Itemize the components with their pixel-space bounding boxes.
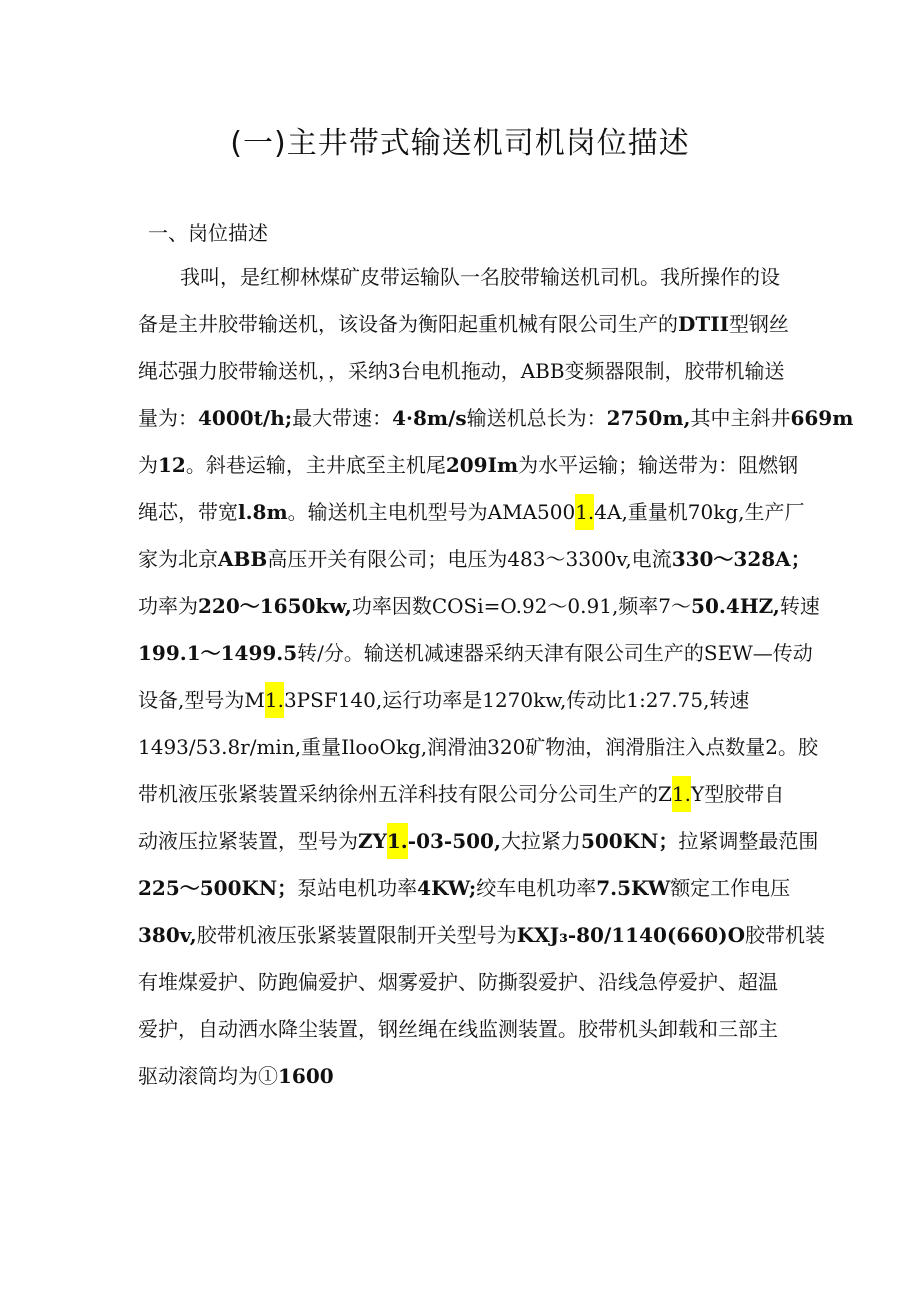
bold-text: ABB — [218, 547, 268, 571]
text-run: 额定工作电压 — [670, 876, 791, 900]
text-run: 输送机总长为： — [466, 406, 607, 430]
bold-text: 669m — [790, 406, 854, 430]
highlighted-text: 1. — [575, 494, 594, 530]
text-run: 我叫，是红柳林煤矿皮带运输队一名胶带输送机司机。我所操作的设 — [180, 265, 780, 289]
text-run: 家为北京 — [138, 547, 218, 571]
paragraph-line — [138, 779, 798, 809]
bold-text: 380v, — [138, 923, 197, 947]
text-run: 转/分。输送机减速器采纳天津有限公司生产的SEW—传动 — [297, 641, 813, 665]
text-run: 绞车电机功率 — [476, 876, 597, 900]
bold-text: 4·8m/s — [392, 406, 467, 430]
text-run: 有堆煤爱护、防跑偏爱护、烟雾爱护、防撕裂爱护、沿线急停爱护、超温 — [138, 970, 778, 994]
section-heading: 一、岗位描述 — [148, 221, 268, 245]
paragraph-line — [138, 544, 811, 574]
text-run: 转速 — [779, 594, 820, 618]
bold-text: ZY — [358, 829, 387, 853]
bold-text: 199.1～1499.5 — [138, 641, 298, 665]
paragraph-line — [138, 920, 826, 950]
text-run: 为水平运输；输送带为：阻燃钢 — [518, 453, 799, 477]
paragraph-line — [138, 685, 798, 715]
paragraph-line — [138, 826, 819, 856]
paragraph-line — [138, 356, 798, 386]
text-run: 。输送机主电机型号为AMA500 — [287, 500, 576, 524]
text-run: 大拉紧力 — [500, 829, 581, 853]
paragraph-line — [138, 873, 798, 903]
text-run: 带机液压张紧装置采纳徐州五洋科技有限公司分公司生产的Z — [138, 782, 672, 806]
bold-text: 4KW; — [417, 876, 477, 900]
text-run: 拉紧调整最范围 — [678, 829, 819, 853]
text-run: 胶带机液压张紧装置限制开关型号为 — [196, 923, 517, 947]
text-run: 绳芯，带宽 — [138, 500, 238, 524]
bold-text: 330～328A； — [671, 547, 811, 571]
paragraph-line — [138, 591, 820, 621]
paragraph-line — [138, 497, 805, 527]
bold-text: DTII — [678, 312, 729, 336]
bold-text: l.8m — [238, 500, 288, 524]
text-run: 1493/53.8r/min,重量IlooOkg,润滑油320矿物油，润滑脂注入点数量2。胶 — [138, 735, 819, 759]
text-run: 量为： — [138, 406, 198, 430]
text-run: 胶带机装 — [745, 923, 826, 947]
highlighted-text: 1. — [672, 776, 691, 812]
text-run: 驱动滚筒均为① — [138, 1064, 278, 1088]
bold-text: 12 — [158, 453, 186, 477]
text-run: 高压开关有限公司；电压为483～3300v,电流 — [267, 547, 672, 571]
text-run: 动液压拉紧装置，型号为 — [138, 829, 358, 853]
paragraph-line — [138, 967, 798, 997]
bold-text: 500KN； — [580, 829, 679, 853]
paragraph-line — [138, 450, 798, 480]
paragraph-line — [138, 638, 813, 668]
text-run: 3PSF140,运行功率是1270kw,传动比1:27.75,转速 — [283, 688, 750, 712]
paragraph-line — [138, 262, 840, 292]
highlighted-text: 1. — [387, 823, 408, 859]
paragraph-line — [138, 309, 798, 339]
text-run: 设备,型号为M — [138, 688, 265, 712]
paragraph-line — [138, 1061, 798, 1091]
paragraph-line — [138, 732, 819, 762]
text-run: 功率为 — [138, 594, 198, 618]
paragraph-line — [138, 1014, 798, 1044]
bold-text: 2750m, — [606, 406, 691, 430]
page-title: (一)主井带式输送机司机岗位描述 — [230, 126, 690, 161]
text-run: 备是主井胶带输送机，该设备为衡阳起重机械有限公司生产的 — [138, 312, 678, 336]
bold-text: 50.4HZ, — [691, 594, 780, 618]
bold-text: 4000t/h; — [198, 406, 293, 430]
text-run: 。斜巷运输，主井底至主机尾 — [185, 453, 446, 477]
bold-text: -03-500, — [407, 829, 501, 853]
text-run: 为 — [138, 453, 158, 477]
bold-text: KXJ₃-80/1140(660)O — [516, 923, 746, 947]
bold-text: 225～500KN； — [138, 876, 298, 900]
text-run: 功率因数COSi=O.92～0.91,频率7～ — [351, 594, 692, 618]
highlighted-text: 1. — [265, 682, 284, 718]
bold-text: 1600 — [278, 1064, 334, 1088]
text-run: 爱护，自动洒水降尘装置，钢丝绳在线监测装置。胶带机头卸载和三部主 — [138, 1017, 778, 1041]
bold-text: 7.5KW — [596, 876, 671, 900]
text-run: 其中主斜井 — [690, 406, 791, 430]
text-run: Y型胶带自 — [691, 782, 785, 806]
paragraph-line — [138, 403, 854, 433]
text-run: 型钢丝 — [728, 312, 789, 336]
text-run: 泵站电机功率 — [297, 876, 418, 900]
text-run: 绳芯强力胶带输送机，，采纳3台电机拖动，ABB变频器限制，胶带机输送 — [138, 359, 785, 383]
text-run: 4A,重量机70kg,生产厂 — [594, 500, 805, 524]
bold-text: 220～1650kw, — [198, 594, 352, 618]
bold-text: 209Im — [445, 453, 519, 477]
text-run: 最大带速： — [292, 406, 393, 430]
